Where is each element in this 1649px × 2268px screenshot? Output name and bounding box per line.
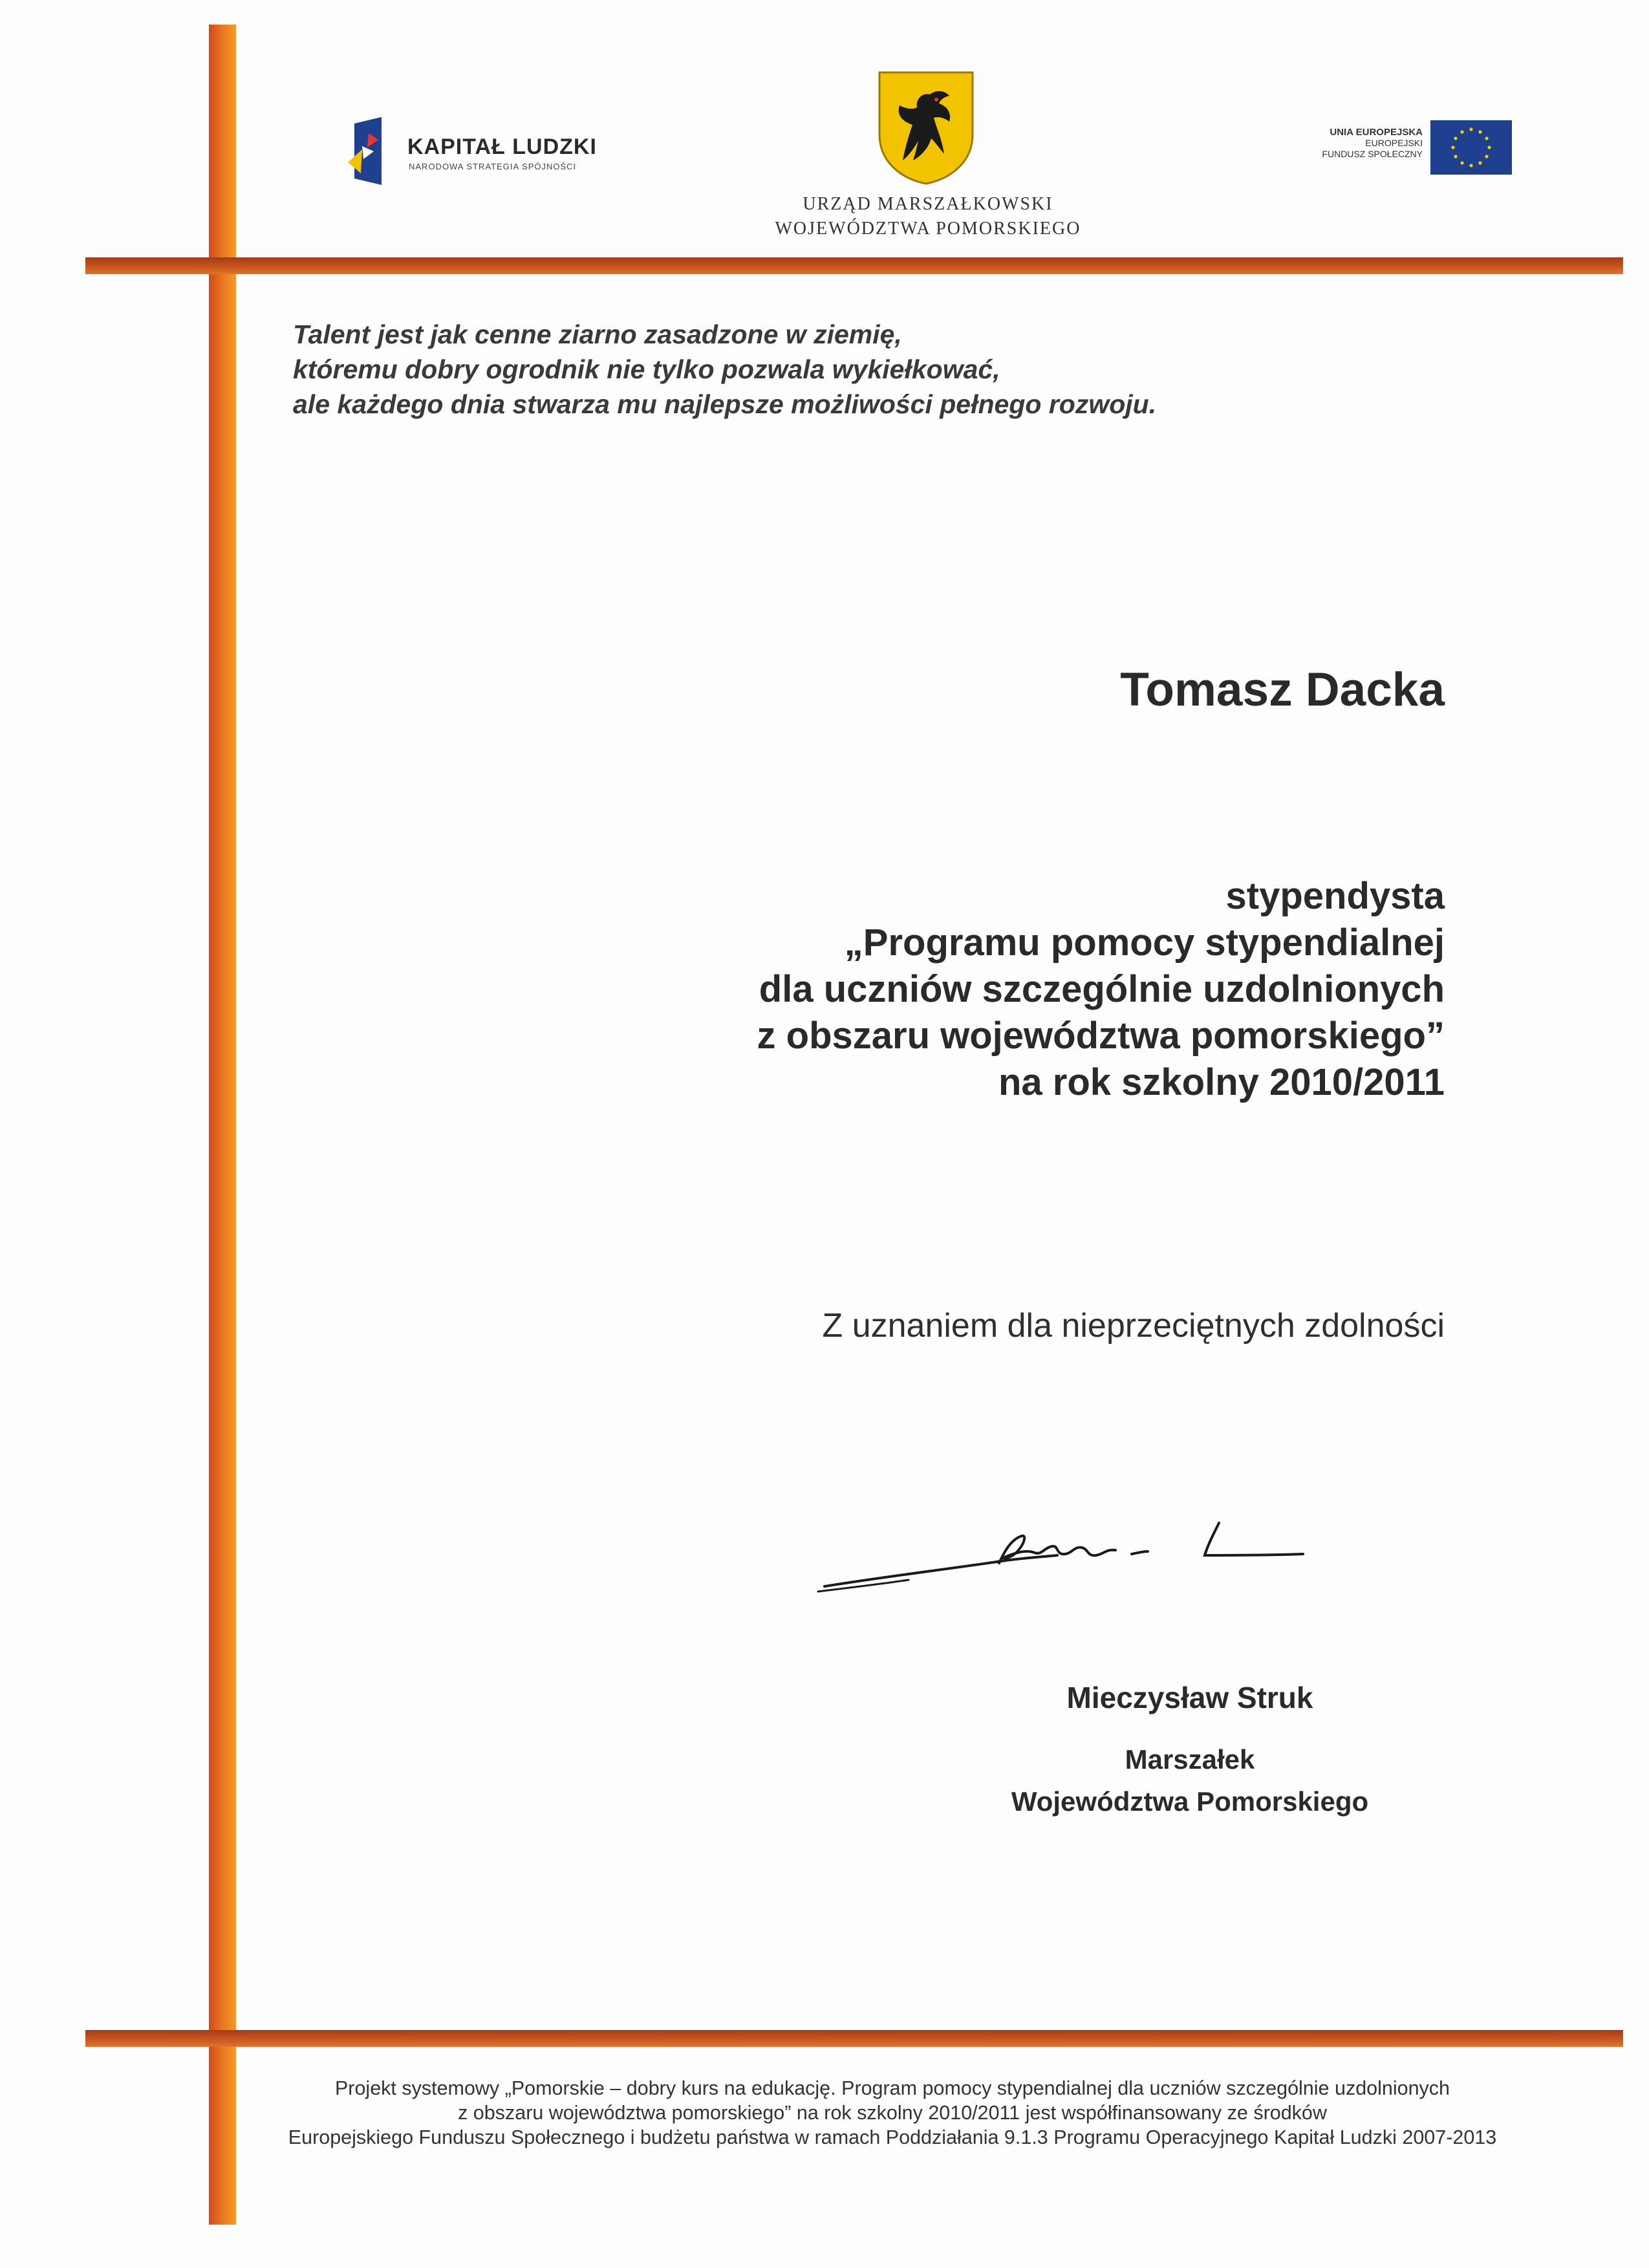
signer-name: Mieczysław Struk — [1066, 1681, 1313, 1714]
signature-icon — [812, 1504, 1348, 1601]
program-line3: dla uczniów szczególnie uzdolnionych — [759, 968, 1445, 1010]
motto-line2: któremu dobry ogrodnik nie tylko pozwala wykiełkować, — [293, 354, 1000, 384]
eu-flag-icon — [1430, 120, 1512, 175]
program-description — [757, 873, 1445, 1106]
eu-label-line1: UNIA EUROPEJSKA — [1330, 127, 1423, 138]
bottom-frame-bar — [85, 2030, 1623, 2047]
eu-label-line2: EUROPEJSKI — [1365, 138, 1423, 148]
vertical-frame-bar — [209, 25, 236, 2225]
office-name-line1: URZĄD MARSZAŁKOWSKI — [803, 194, 1053, 214]
footer-note — [213, 2076, 1571, 2150]
footer-line1: Projekt systemowy „Pomorskie – dobry kurs na edukację. Program pomocy stypendialnej dla uczniów szczególnie uzdolnionych — [334, 2077, 1450, 2099]
program-line2: „Programu pomocy stypendialnej — [844, 922, 1445, 964]
program-line4: z obszaru województwa pomorskiego” — [757, 1015, 1445, 1057]
footer-line3: Europejskiego Funduszu Społecznego i budżetu państwa w ramach Poddziałania 9.1.3 Programu Operacyjnego Kapitał Ludzki 2007-2013 — [288, 2126, 1497, 2148]
office-name-line2: WOJEWÓDZTWA POMORSKIEGO — [775, 219, 1081, 239]
top-frame-bar — [85, 257, 1623, 274]
eu-label-line3: FUNDUSZ SPOŁECZNY — [1322, 149, 1423, 159]
griffin-crest-icon — [877, 70, 975, 186]
recognition-text: Z uznaniem dla nieprzeciętnych zdolności — [822, 1307, 1445, 1345]
footer-line2: z obszaru województwa pomorskiego” na rok szkolny 2010/2011 jest współfinansowany ze środków — [458, 2102, 1327, 2124]
signer-title-line2: Województwa Pomorskiego — [1011, 1786, 1369, 1817]
signer-title-line1: Marszałek — [1125, 1744, 1255, 1775]
kapital-ludzki-tagline: NARODOWA STRATEGIA SPÓJNOŚCI — [409, 162, 577, 171]
program-line1: stypendysta — [1225, 875, 1445, 917]
recipient-name: Tomasz Dacka — [1120, 664, 1445, 716]
eu-label — [1229, 127, 1423, 160]
kapital-ludzki-logo-icon — [343, 114, 401, 188]
kapital-ludzki-name: KAPITAŁ LUDZKI — [407, 135, 597, 159]
motto — [293, 317, 1392, 422]
program-line5: na rok szkolny 2010/2011 — [998, 1061, 1445, 1103]
motto-line1: Talent jest jak cenne ziarno zasadzone w ziemię, — [293, 319, 902, 349]
motto-line3: ale każdego dnia stwarza mu najlepsze możliwości pełnego rozwoju. — [293, 389, 1157, 419]
